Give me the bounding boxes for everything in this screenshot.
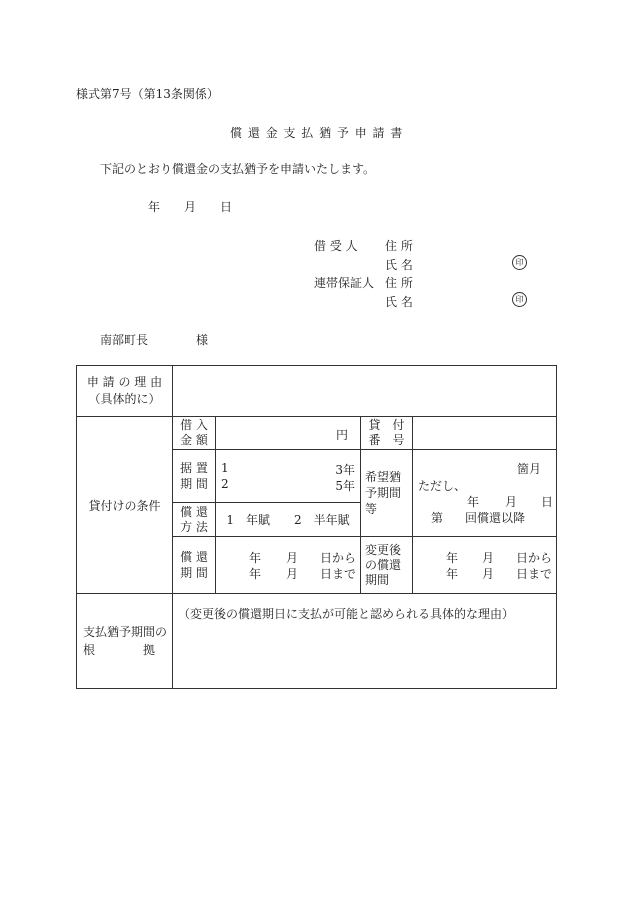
conditions-label: 貸付けの条件 (88, 498, 161, 513)
basis-label-cell (77, 594, 173, 689)
repay-to-month: 月 (286, 567, 299, 581)
form-number: 様式第7号（第13条関係） (76, 87, 219, 101)
changed-to-year: 年 (446, 567, 459, 581)
grace-option-1-number: 1 (221, 461, 229, 475)
repay-period-label-2: 期 間 (180, 566, 208, 580)
application-table (76, 365, 557, 689)
desired-from-suffix: 回償還以降 (465, 511, 526, 525)
desired-date-day: 日 (541, 495, 554, 509)
repay-from-month: 月 (286, 551, 299, 565)
changed-to-month: 月 (482, 567, 495, 581)
changed-period-label-2: の償還 (365, 557, 402, 572)
grace-option-2-number: 2 (221, 477, 229, 491)
repay-method-label-1: 償 還 (180, 504, 208, 519)
loan-number-label-2: 番 号 (368, 433, 405, 447)
basis-label-1: 支払猶予期間の (83, 625, 168, 639)
date-day: 日 (220, 200, 233, 214)
loan-amount-label-2: 金 額 (180, 433, 208, 447)
repay-to-year: 年 (249, 567, 262, 581)
reason-input-cell[interactable] (173, 366, 557, 417)
desired-date-month: 月 (505, 495, 518, 509)
desired-proviso: ただし、 (418, 479, 467, 493)
loan-number-label-cell (361, 417, 413, 450)
conditions-label-cell (77, 417, 173, 594)
changed-period-label-1: 変更後 (365, 542, 402, 557)
desired-label-1: 希望猶 (365, 470, 402, 484)
loan-amount-input-cell[interactable] (216, 417, 361, 450)
date-month: 月 (184, 200, 197, 214)
desired-months: 箇月 (517, 462, 542, 476)
applicant-seal-mark: 印 (512, 255, 527, 270)
addressee-name: 南部町長 (100, 333, 149, 347)
changed-period-label-3: 期間 (365, 572, 390, 587)
changed-from-month: 月 (482, 551, 495, 565)
guarantor-name-label: 氏 名 (385, 295, 413, 309)
basis-input-cell[interactable] (173, 594, 557, 689)
guarantor-address-label: 住 所 (385, 276, 413, 290)
reason-label: 申 請 の 理 由 (86, 375, 163, 389)
repay-from-day: 日から (319, 551, 356, 565)
repay-method-label-2: 方 法 (180, 519, 208, 534)
desired-date-year: 年 (467, 495, 480, 509)
grace-options-cell (216, 450, 361, 503)
desired-label-3: 等 (365, 502, 378, 516)
changed-from-day: 日から (515, 551, 552, 565)
desired-period-cell[interactable] (413, 450, 557, 537)
repay-period-label-cell (173, 537, 216, 594)
grace-option-1-value: 3年 (335, 463, 355, 477)
reason-label-sub: （具体的に） (88, 392, 161, 406)
repay-method-options: 1 年賦 2 半年賦 (226, 513, 350, 527)
changed-to-day: 日まで (515, 567, 552, 581)
repay-period-cell[interactable] (216, 537, 361, 594)
grace-label-1: 据 置 (180, 461, 208, 475)
applicant-name-label: 氏 名 (385, 258, 413, 272)
reason-row (77, 366, 557, 417)
applicant-role: 借 受 人 (314, 239, 358, 253)
intro-text: 下記のとおり償還金の支払猶予を申請いたします。 (100, 162, 376, 176)
repay-method-label-cell (173, 503, 216, 537)
loan-number-input-cell[interactable] (413, 417, 557, 450)
repay-to-day: 日まで (319, 567, 356, 581)
loan-amount-row (77, 417, 557, 450)
changed-period-cell[interactable] (413, 537, 557, 594)
repay-from-year: 年 (249, 551, 262, 565)
page-title: 償 還 金 支 払 猶 予 申 請 書 (230, 126, 404, 140)
grace-option-2-value: 5年 (335, 479, 355, 493)
repay-period-label-1: 償 還 (180, 550, 208, 564)
loan-amount-label-1: 借 入 (180, 418, 208, 432)
loan-amount-unit: 円 (335, 428, 348, 442)
reason-label-cell (77, 366, 173, 417)
basis-row (77, 594, 557, 689)
loan-number-label-1: 貸 付 (368, 418, 405, 432)
basis-note: （変更後の償還期日に支払が可能と認められる具体的な理由） (178, 607, 515, 621)
loan-amount-label-cell (173, 417, 216, 450)
changed-period-label-cell (361, 537, 413, 594)
changed-from-year: 年 (446, 551, 459, 565)
applicant-address-label: 住 所 (385, 239, 413, 253)
guarantor-seal-mark: 印 (512, 292, 527, 307)
desired-from-prefix: 第 (431, 511, 444, 525)
desired-label-cell (361, 450, 413, 537)
date-year: 年 (148, 200, 161, 214)
addressee-honorific: 様 (196, 333, 209, 347)
basis-label-2: 根 拠 (83, 643, 156, 657)
grace-label-cell (173, 450, 216, 503)
grace-label-2: 期 間 (180, 477, 208, 491)
guarantor-role: 連帯保証人 (314, 276, 375, 290)
desired-label-2: 予期間 (365, 486, 402, 500)
repay-method-options-cell (216, 503, 361, 537)
